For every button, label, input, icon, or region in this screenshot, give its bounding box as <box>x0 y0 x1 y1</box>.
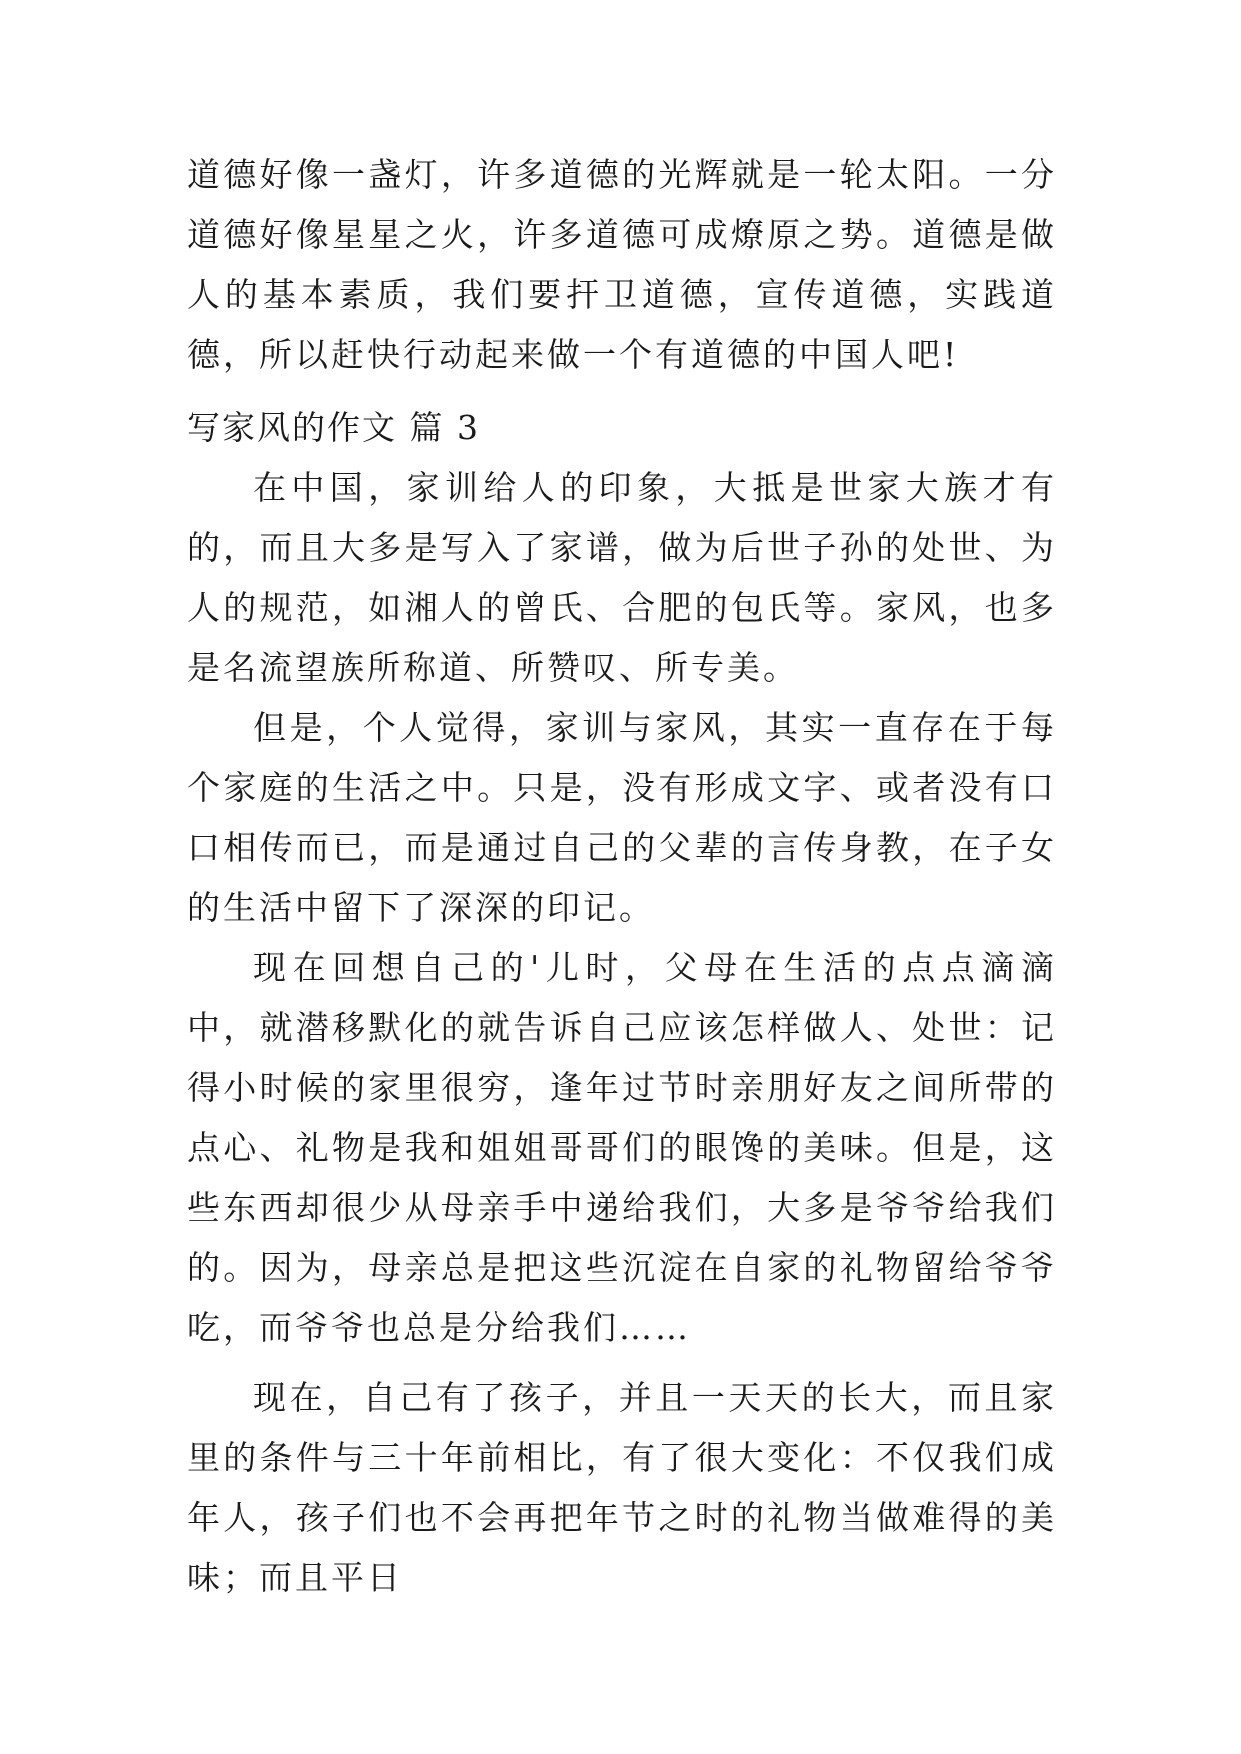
body-paragraph-4: 现在，自己有了孩子，并且一天天的长大，而且家里的条件与三十年前相比，有了很大变化：不仅我们成年人，孩子们也不会再把年节之时的礼物当做难得的美味；而且平日 <box>187 1378 1057 1597</box>
body-paragraph-3: 现在回想自己的'儿时，父母在生活的点点滴滴中，就潜移默化的就告诉自己应该怎样做人、处世：记得小时候的家里很穷，逢年过节时亲朋好友之间所带的点心、礼物是我和姐姐哥哥们的眼馋的美味。但是，这些东西却很少从母亲手中递给我们，大多是爷爷给我们的。因为，母亲总是把这些沉淀在自家的礼物留给爷爷吃，而爷爷也总是分给我们…… <box>187 948 1057 1347</box>
intro-block <box>187 145 1057 385</box>
body-paragraph-2: 但是，个人觉得，家训与家风，其实一直存在于每个家庭的生活之中。只是，没有形成文字、或者没有口口相传而已，而是通过自己的父辈的言传身教，在子女的生活中留下了深深的印记。 <box>187 708 1057 927</box>
section-block <box>187 398 1057 1608</box>
section-title: 写家风的作文 篇 3 <box>187 408 480 447</box>
intro-paragraph: 道德好像一盏灯，许多道德的光辉就是一轮太阳。一分道德好像星星之火，许多道德可成燎原之势。道德是做人的基本素质，我们要扞卫道德，宣传道德，实践道德，所以赶快行动起来做一个有道德的中国人吧! <box>187 155 1057 374</box>
body-paragraph-1: 在中国，家训给人的印象，大抵是世家大族才有的，而且大多是写入了家谱，做为后世子孙的处世、为人的规范，如湘人的曾氏、合肥的包氏等。家风，也多是名流望族所称道、所赞叹、所专美。 <box>187 468 1057 687</box>
